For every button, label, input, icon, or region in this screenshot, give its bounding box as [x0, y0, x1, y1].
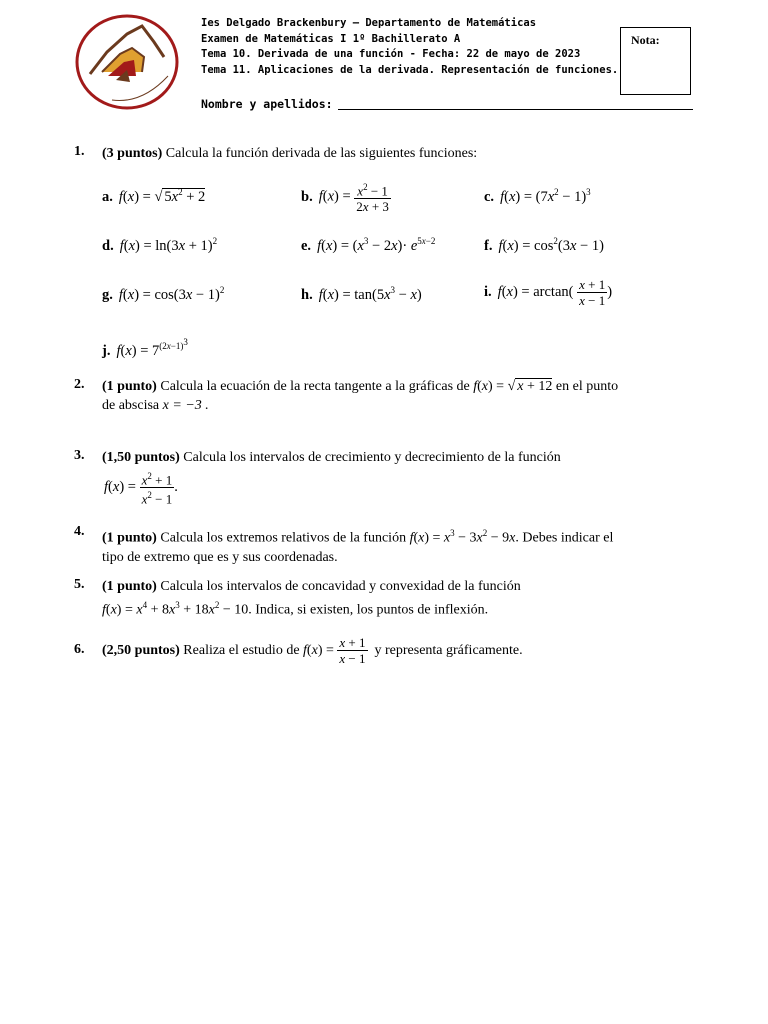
- exam-header: [201, 16, 618, 78]
- header-line-1: Ies Delgado Brackenbury – Departamento de Matemáticas: [201, 17, 537, 29]
- header-line-4: Tema 11. Aplicaciones de la derivada. Representación de funciones.: [201, 63, 619, 76]
- q1-item-g: g. $f(x) = \cos(3x - 1)^2$: [102, 285, 225, 303]
- q1-item-b: b. f(x) = $\frac{x^2 - 1}{2x + 3}$: [301, 182, 389, 215]
- q3-function: f(x) = $\frac{x^2 + 1}{x^2 - 1}$ .: [104, 471, 178, 507]
- q3-number: 3.: [74, 448, 85, 463]
- q1-statement: [102, 144, 694, 163]
- q1-item-c: c. $f(x) = (7x^2 - 1)^3$: [484, 187, 591, 205]
- q4-number: 4.: [74, 524, 85, 539]
- q4-statement: (1 punto) Calcula los extremos relativos de la función $f(x) = x^3 - 3x^2 - 9x$. Debes indicar el tipo de extremo que es y sus coordenadas.: [102, 528, 614, 565]
- q2-number: 2.: [74, 377, 85, 392]
- q1-item-h: h. $f(x) = \tan(5x^3 - x)$: [301, 285, 422, 303]
- q1-number: 1.: [74, 144, 85, 159]
- q3-statement: (1,50 puntos) Calcula los intervalos de crecimiento y decrecimiento de la función: [102, 450, 561, 465]
- name-field-line[interactable]: [338, 109, 693, 110]
- q1-item-d: d. $f(x) = \ln(3x + 1)^2$: [102, 236, 218, 254]
- name-label: Nombre y apellidos:: [201, 97, 333, 111]
- q5-statement: (1 punto) Calcula los intervalos de concavidad y convexidad de la función $f(x) = x^4 + 8x^3 + 18x^2 - 10$. Indica, si existen, los puntos de inflexión.: [102, 579, 521, 618]
- q1-item-i: i. f(x) = arctan( $\frac{x + 1}{x - 1}$ ): [484, 277, 613, 308]
- q1-item-j: j. $f(x) = 7^{(2x-1)^3}$: [102, 337, 188, 359]
- q6-statement: (2,50 puntos) Realiza el estudio de f(x) = $\frac{x + 1}{x - 1}$ y representa gráficamente.: [102, 635, 523, 667]
- q1-text: Calcula la función derivada de las siguientes funciones:: [165, 146, 478, 161]
- header-line-2: Examen de Matemáticas I 1º Bachillerato A: [201, 32, 461, 45]
- q2-statement: (1 punto) Calcula la ecuación de la recta tangente a la gráficas de f(x) = √ x + 12 en el punto de abscisa x = −3 .: [102, 379, 619, 413]
- header-line-3: Tema 10. Derivada de una función - Fecha: 22 de mayo de 2023: [201, 48, 581, 60]
- q6-number: 6.: [74, 642, 85, 657]
- school-logo: [72, 12, 182, 117]
- grade-box[interactable]: [620, 27, 691, 95]
- q1-item-a: a. f(x) = √ $5x^2 + 2$: [102, 187, 206, 205]
- q1-item-e: e. $f(x) = (x^3 - 2x)\cdot e^{5x-2}$: [301, 236, 436, 254]
- q1-item-f: f. $f(x) = \cos^2(3x - 1)$: [484, 236, 604, 254]
- q5-number: 5.: [74, 577, 85, 592]
- q1-points: (3 puntos): [102, 146, 163, 161]
- grade-label: Nota:: [631, 33, 660, 47]
